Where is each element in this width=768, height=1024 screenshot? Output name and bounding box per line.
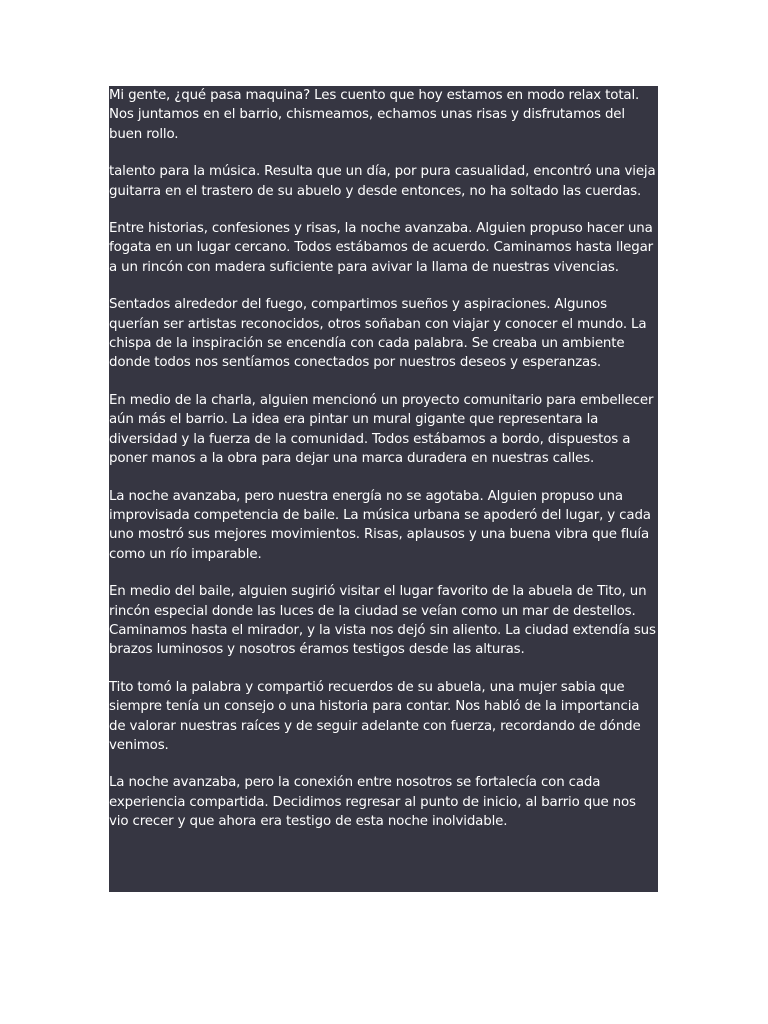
paragraph-8: Tito tomó la palabra y compartió recuerdos de su abuela, una mujer sabia que siempre tenía un consejo o una historia para contar. Nos habló de la importancia de valorar nuestras raíces y de seguir adelante con fuerza, recordando de dónde venimos.	[109, 679, 641, 753]
paragraph-3: Entre historias, confesiones y risas, la noche avanzaba. Alguien propuso hacer una fogata en un lugar cercano. Todos estábamos de acuerdo. Caminamos hasta llegar a un rincón con madera suficiente para avivar la llama de nuestras vivencias.	[109, 221, 653, 275]
paragraph-2: talento para la música. Resulta que un día, por pura casualidad, encontró una vieja guitarra en el trastero de su abuelo y desde entonces, no ha soltado las cuerdas.	[109, 164, 656, 199]
paragraph-5: En medio de la charla, alguien mencionó un proyecto comunitario para embellecer aún más el barrio. La idea era pintar un mural gigante que representara la diversidad y la fuerza de la comunidad. Todos estábamos a bordo, dispuestos a poner manos a la obra para dejar una marca duradera en nuestras calles.	[109, 392, 654, 467]
paragraph-1: Mi gente, ¿qué pasa maquina? Les cuento que hoy estamos en modo relax total. Nos juntamos en el barrio, chismeamos, echamos unas risas y disfrutamos del buen rollo.	[109, 88, 640, 142]
story-text-block	[109, 86, 658, 892]
paragraph-7: En medio del baile, alguien sugirió visitar el lugar favorito de la abuela de Tito, un rincón especial donde las luces de la ciudad se veían como un mar de destellos. Caminamos hasta el mirador, y la vista nos dejó sin aliento. La ciudad extendía sus brazos luminosos y nosotros éramos testigos desde las alturas.	[109, 584, 656, 658]
paragraph-6: La noche avanzaba, pero nuestra energía no se agotaba. Alguien propuso una improvisada competencia de baile. La música urbana se apoderó del lugar, y cada uno mostró sus mejores movimientos. Risas, aplausos y una buena vibra que fluía como un río imparable.	[109, 488, 651, 562]
paragraph-4: Sentados alrededor del fuego, compartimos sueños y aspiraciones. Algunos querían ser artistas reconocidos, otros soñaban con viajar y conocer el mundo. La chispa de la inspiración se encendía con cada palabra. Se creaba un ambiente donde todos nos sentíamos conectados por nuestros deseos y esperanzas.	[109, 297, 647, 371]
paragraph-9: La noche avanzaba, pero la conexión entre nosotros se fortalecía con cada experiencia compartida. Decidimos regresar al punto de inicio, al barrio que nos vio crecer y que ahora era testigo de esta noche inolvidable.	[109, 775, 636, 830]
